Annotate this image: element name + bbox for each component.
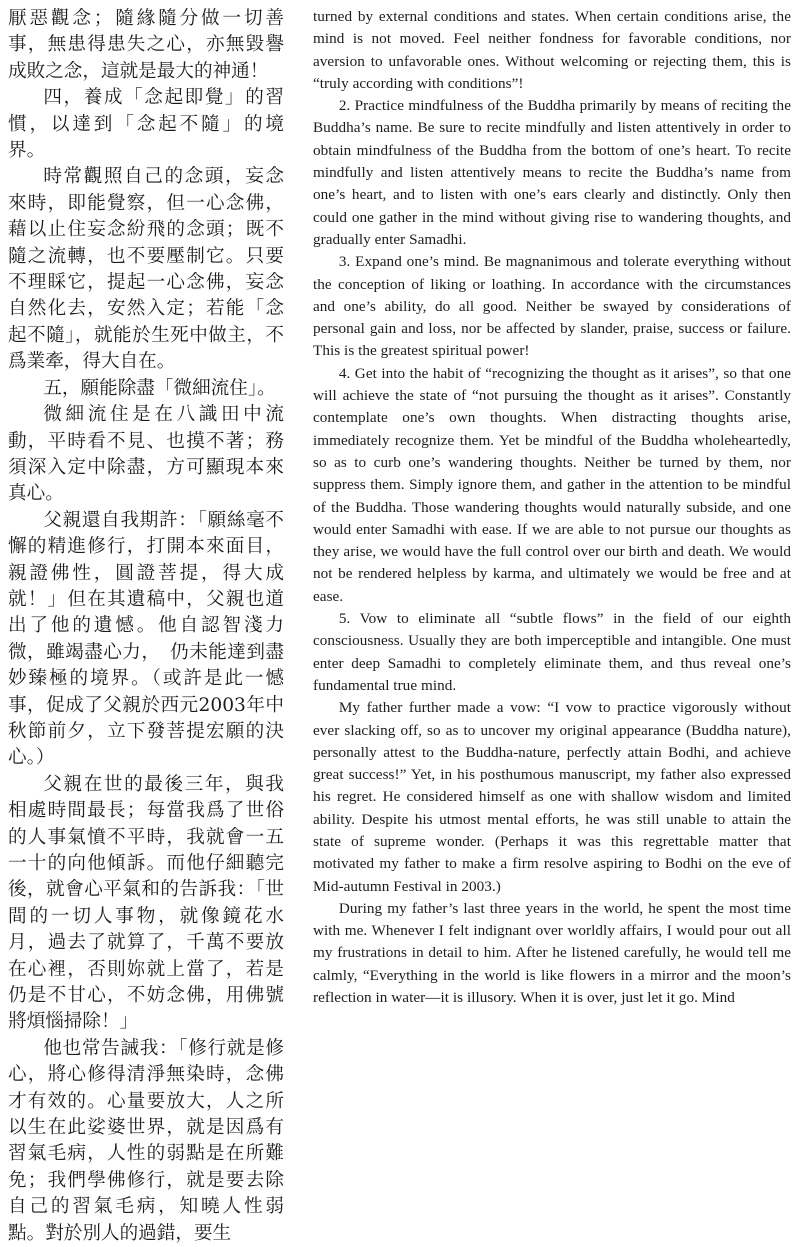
paragraph-father-vow: My father further made a vow: “I vow to practice vigorously without ever slacking off, so as to uncover my original appearance (Buddha nature), personally attest to the Buddha-nature, perfectly attain Bodhi, and achieve great success!” Yet, in his posthumous manuscript, my father also expressed his regret. He considered himself as one with shallow wisdom and limited ability. Despite his utmost mental efforts, he was still unable to attain the state of supreme wonder. (Perhaps it was this regrettable matter that motivated my father to make a firm resolve aspiring to Bodhi on the eve of Mid-autumn Festival in 2003.) [313, 699, 791, 895]
english-text-column [313, 6, 791, 1009]
paragraph-item-2: 2. Practice mindfulness of the Buddha primarily by means of reciting the Buddha’s name. Be sure to recite mindfully and listen attentively in order to obtain mindfulness of the Buddha from the bottom of one’s heart. To recite mindfully and listen attentively means to recite the Buddha’s name from one’s heart, and to listen with one’s ears clearly and distinctly. Only then could one gather in the mind without giving rise to wandering thoughts, and gradually enter Samadhi. [313, 97, 791, 248]
paragraph-item-5-body: 微細流住是在八識田中流動，平時看不見、也摸不著；務須深入定中除盡，方可顯現本來真心。 [8, 404, 284, 505]
paragraph-item-4-heading: 四，養成「念起即覺」的習慣，以達到「念起不隨」的境界。 [8, 87, 284, 162]
paragraph-cont-conditions: turned by external conditions and states. When certain conditions arise, the mind is not moved. Feel neither fondness for favorable conditions, nor aversion to unfavorable ones. Without welcoming or rejecting them, this is “truly according with conditions”! [313, 8, 791, 92]
paragraph-item-4-body: 時常觀照自己的念頭，妄念來時，即能覺察，但一心念佛，藉以止住妄念紛飛的念頭；既不隨之流轉，也不要壓制它。只要不理睬它，提起一心念佛，妄念自然化去，安然入定；若能「念起不隨」，就能於生死中做主，不爲業牽，得大自在。 [8, 166, 284, 373]
paragraph-father-vow: 父親還自我期許：「願絲毫不懈的精進修行，打開本來面目，親證佛性，圓證菩提，得大成就！」但在其遺稿中，父親也道出了他的遺憾。他自認智淺力微，雖竭盡心力， 仍未能達到盡妙臻極的境界。（或許是此一憾事，促成了父親於西元2003年中秋節前夕，立下發菩提宏願的決心。） [8, 509, 284, 769]
paragraph-last-three-years: During my father’s last three years in the world, he spent the most time with me. Whenever I felt indignant over worldly affairs, I would pour out all my frustrations in detail to him. After he listened carefully, he would tell me calmly, “Everything in the world is like flowers in a mirror and the moon’s reflection in water—it is illusory. When it is over, just let it go. Mind [313, 899, 791, 1007]
paragraph-item-5: 5. Vow to eliminate all “subtle flows” in the field of our eighth consciousness. Usually they are both imperceptible and intangible. One must enter deep Samadhi to completely eliminate them, and thus reveal one’s fundamental true mind. [313, 610, 791, 694]
paragraph-item-3: 3. Expand one’s mind. Be magnanimous and tolerate everything without the conception of liking or loathing. In accordance with the circumstances and one’s ability, do all good. Neither be swayed by considerations of personal gain and loss, nor be affected by slander, praise, success or failure. This is the greatest spiritual power! [313, 253, 791, 360]
paragraph-last-three-years: 父親在世的最後三年，與我相處時間最長；每當我爲了世俗的人事氣憤不平時，我就會一五一十的向他傾訴。而他仔細聽完後，就會心平氣和的告訴我：「世間的一切人事物，就像鏡花水月，過去了就算了，千萬不要放在心裡，否則妳就上當了，若是仍是不甘心，不妨念佛，用佛號將煩惱掃除！」 [8, 773, 284, 1033]
chinese-text-column [8, 6, 284, 1247]
paragraph-admonition: 他也常告誡我：「修行就是修心，將心修得清淨無染時，念佛才有效的。心量要放大，人之所以生在此娑婆世界，就是因爲有習氣毛病，人性的弱點是在所難免；我們學佛修行，就是要去除自己的習氣毛病，知曉人性弱點。對於別人的過錯，要生 [8, 1037, 284, 1244]
paragraph-item-4: 4. Get into the habit of “recognizing the thought as it arises”, so that one will achieve the state of “not pursuing the thought as it arises”. Constantly contemplate one’s own thoughts. When distracting thoughts arise, immediately recognize them. Yet be mindful of the Buddha wholeheartedly, so as to curb one’s wandering thoughts. Neither be turned by them, nor suppress them. Simply ignore them, and gather in the attention to be mindful of the Buddha. Those wandering thoughts would naturally subside, and one would enter Samadhi with ease. If we are able to not pursue our thoughts as they arise, we would have the full control over our birth and death. We would not be rendered helpless by karma, and ultimately we would be free and at ease. [313, 364, 791, 605]
paragraph-cont-supernatural: 厭惡觀念；隨緣隨分做一切善事，無患得患失之心，亦無毀譽成敗之念，這就是最大的神通！ [8, 8, 284, 82]
paragraph-item-5-heading: 五，願能除盡「微細流住」。 [43, 377, 276, 399]
